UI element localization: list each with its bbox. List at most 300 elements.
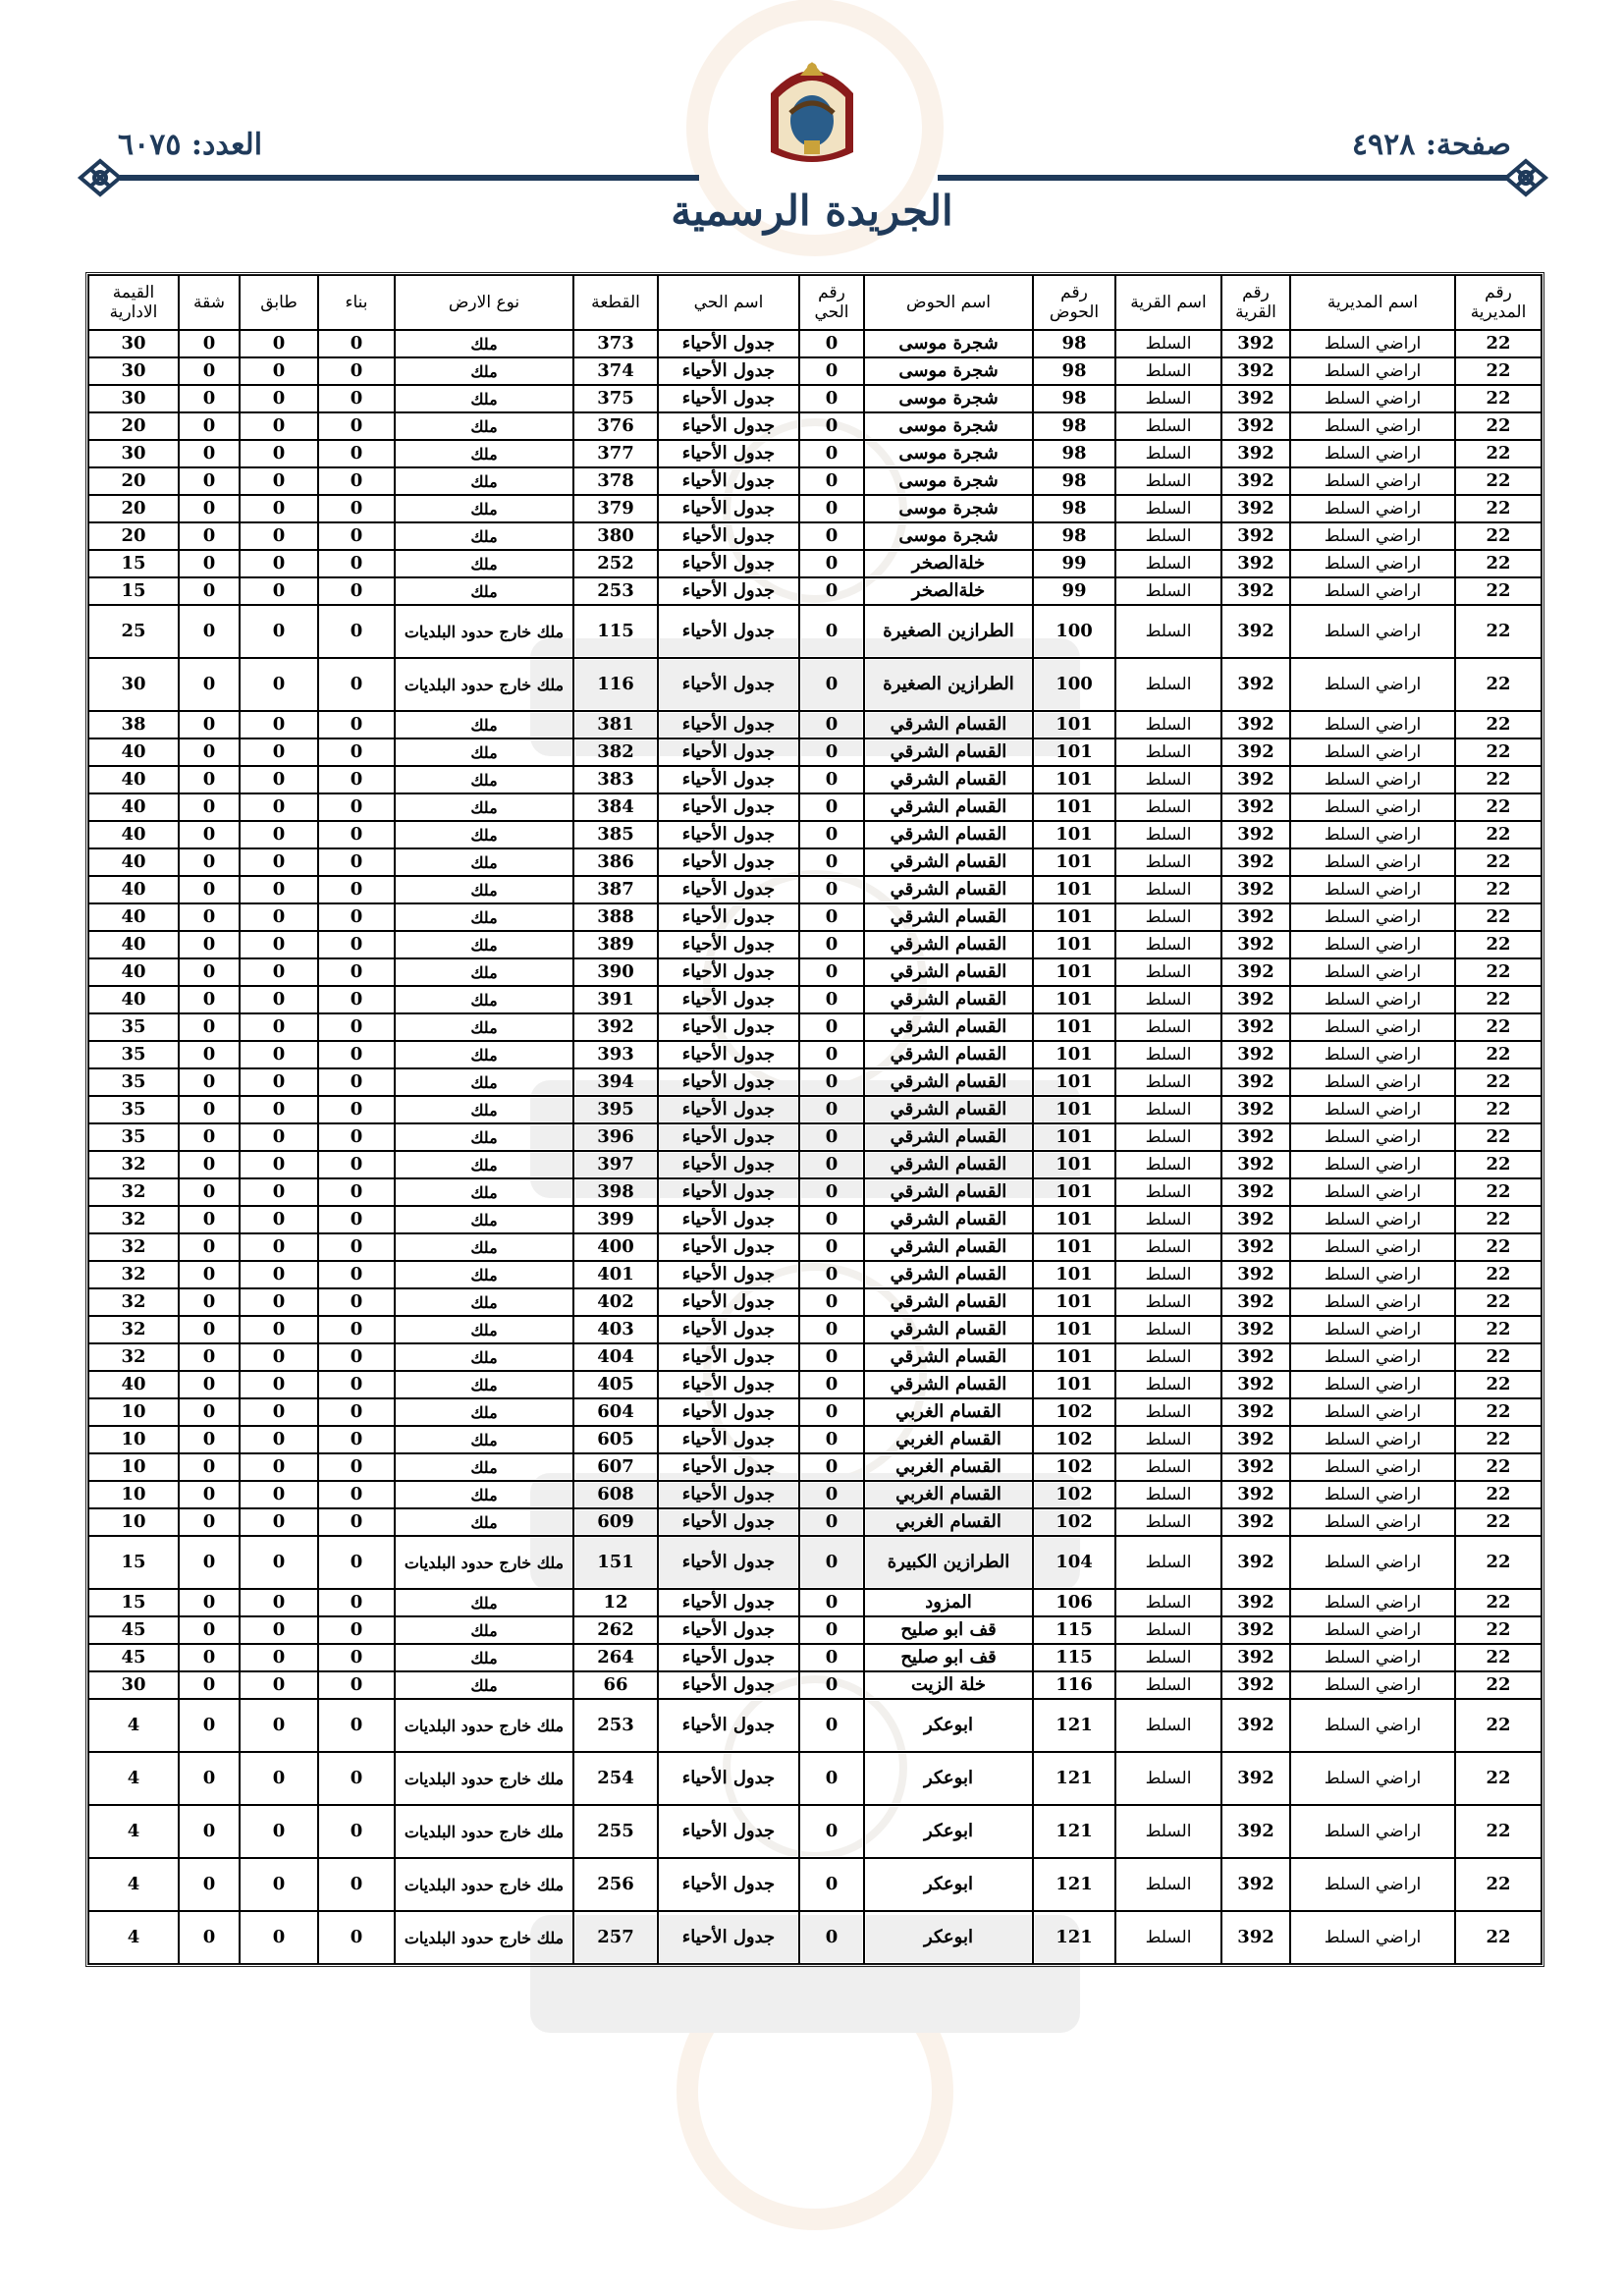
table-row [88, 1426, 1542, 1453]
table-cell: السلط [1115, 931, 1221, 958]
table-cell: 0 [240, 1536, 318, 1589]
table-cell: 0 [179, 738, 240, 766]
table-cell: اراضي السلط [1290, 1589, 1455, 1616]
table-cell: السلط [1115, 1371, 1221, 1398]
table-cell: 0 [799, 357, 864, 385]
table-cell: 0 [240, 821, 318, 848]
table-cell: جدول الأحياء [658, 1261, 799, 1288]
table-cell: 22 [1455, 577, 1542, 605]
table-cell: 0 [179, 1589, 240, 1616]
table-cell: 0 [240, 958, 318, 986]
table-cell: 0 [240, 1041, 318, 1068]
table-cell: 0 [799, 931, 864, 958]
table-cell: 392 [1221, 1316, 1290, 1343]
table-cell: اراضي السلط [1290, 1699, 1455, 1752]
table-row [88, 876, 1542, 903]
table-cell: 401 [573, 1261, 658, 1288]
table-cell: القسام الشرقي [864, 1316, 1033, 1343]
table-cell: ملك خارج حدود البلديات [395, 1752, 573, 1805]
table-row [88, 522, 1542, 550]
table-cell: جدول الأحياء [658, 1858, 799, 1911]
table-cell: 0 [179, 1013, 240, 1041]
table-cell: جدول الأحياء [658, 385, 799, 412]
table-cell: 392 [1221, 1013, 1290, 1041]
table-cell: 392 [1221, 931, 1290, 958]
table-cell: 22 [1455, 1096, 1542, 1123]
table-row [88, 821, 1542, 848]
table-body [88, 330, 1542, 1964]
table-cell: 0 [240, 738, 318, 766]
table-cell: 392 [1221, 1096, 1290, 1123]
table-cell: 0 [179, 931, 240, 958]
table-cell: 0 [799, 1316, 864, 1343]
table-cell: 22 [1455, 1261, 1542, 1288]
table-cell: 0 [318, 821, 395, 848]
table-cell: السلط [1115, 1013, 1221, 1041]
table-cell: 0 [179, 1805, 240, 1858]
table-cell: 0 [318, 1261, 395, 1288]
table-cell: 0 [240, 440, 318, 467]
table-cell: 0 [240, 385, 318, 412]
table-cell: 396 [573, 1123, 658, 1151]
table-cell: 392 [1221, 1178, 1290, 1206]
table-cell: ملك [395, 550, 573, 577]
table-cell: جدول الأحياء [658, 1671, 799, 1699]
table-cell: جدول الأحياء [658, 931, 799, 958]
table-cell: اراضي السلط [1290, 440, 1455, 467]
table-row [88, 1752, 1542, 1805]
table-cell: ملك [395, 1233, 573, 1261]
table-row [88, 385, 1542, 412]
table-cell: اراضي السلط [1290, 1288, 1455, 1316]
table-cell: 32 [88, 1261, 179, 1288]
table-cell: 608 [573, 1481, 658, 1508]
table-cell: 0 [179, 330, 240, 357]
table-cell: القسام الشرقي [864, 1178, 1033, 1206]
table-row [88, 440, 1542, 467]
table-cell: 392 [1221, 1671, 1290, 1699]
table-cell: 0 [240, 357, 318, 385]
table-cell: 22 [1455, 467, 1542, 495]
table-cell: 0 [318, 931, 395, 958]
table-cell: شجرة موسى [864, 440, 1033, 467]
table-cell: 0 [799, 766, 864, 793]
table-cell: 22 [1455, 1233, 1542, 1261]
table-cell: 0 [318, 1589, 395, 1616]
table-cell: 32 [88, 1151, 179, 1178]
table-cell: 0 [318, 330, 395, 357]
table-cell: 0 [240, 1233, 318, 1261]
table-cell: 0 [318, 1858, 395, 1911]
table-cell: اراضي السلط [1290, 1316, 1455, 1343]
table-cell: 22 [1455, 605, 1542, 658]
table-cell: السلط [1115, 1858, 1221, 1911]
table-cell: 392 [1221, 1426, 1290, 1453]
table-cell: 0 [179, 1426, 240, 1453]
table-cell: 0 [799, 1068, 864, 1096]
table-cell: 32 [88, 1316, 179, 1343]
table-cell: السلط [1115, 550, 1221, 577]
table-cell: جدول الأحياء [658, 1151, 799, 1178]
table-cell: السلط [1115, 1316, 1221, 1343]
table-cell: 0 [318, 467, 395, 495]
table-cell: 0 [318, 848, 395, 876]
table-cell: 0 [318, 958, 395, 986]
table-cell: ملك [395, 766, 573, 793]
table-cell: 254 [573, 1752, 658, 1805]
table-cell: 15 [88, 1589, 179, 1616]
table-cell: اراضي السلط [1290, 1858, 1455, 1911]
col-header: اسم الحوض [864, 275, 1033, 330]
table-cell: 0 [799, 1398, 864, 1426]
table-cell: 0 [799, 821, 864, 848]
table-cell: 22 [1455, 412, 1542, 440]
table-cell: 0 [240, 876, 318, 903]
table-cell: خلةالصخر [864, 550, 1033, 577]
table-cell: اراضي السلط [1290, 876, 1455, 903]
table-cell: 101 [1033, 958, 1115, 986]
table-cell: 22 [1455, 958, 1542, 986]
table-cell: السلط [1115, 793, 1221, 821]
col-header: نوع الارض [395, 275, 573, 330]
table-cell: 40 [88, 958, 179, 986]
table-cell: 392 [1221, 495, 1290, 522]
table-cell: 0 [240, 1671, 318, 1699]
table-cell: 35 [88, 1013, 179, 1041]
table-cell: خلةالصخر [864, 577, 1033, 605]
table-cell: 0 [179, 1481, 240, 1508]
table-cell: 0 [318, 1671, 395, 1699]
table-cell: 0 [318, 1644, 395, 1671]
table-cell: جدول الأحياء [658, 1288, 799, 1316]
table-cell: جدول الأحياء [658, 986, 799, 1013]
table-cell: السلط [1115, 1536, 1221, 1589]
table-cell: 392 [1221, 821, 1290, 848]
table-cell: خلة الزيت [864, 1671, 1033, 1699]
table-cell: 0 [179, 658, 240, 711]
table-row [88, 1398, 1542, 1426]
table-cell: 116 [1033, 1671, 1115, 1699]
table-cell: جدول الأحياء [658, 1371, 799, 1398]
table-cell: جدول الأحياء [658, 495, 799, 522]
col-header: القيمة الادارية [88, 275, 179, 330]
table-cell: ملك [395, 986, 573, 1013]
table-cell: السلط [1115, 821, 1221, 848]
table-cell: اراضي السلط [1290, 495, 1455, 522]
table-cell: السلط [1115, 1096, 1221, 1123]
table-cell: 102 [1033, 1398, 1115, 1426]
table-cell: 403 [573, 1316, 658, 1343]
table-cell: اراضي السلط [1290, 658, 1455, 711]
table-cell: السلط [1115, 522, 1221, 550]
table-cell: 0 [318, 1536, 395, 1589]
table-cell: 392 [1221, 1068, 1290, 1096]
table-cell: ملك [395, 1343, 573, 1371]
table-cell: ملك [395, 440, 573, 467]
table-cell: 101 [1033, 738, 1115, 766]
table-cell: 0 [179, 1453, 240, 1481]
table-cell: ملك [395, 577, 573, 605]
table-cell: 22 [1455, 1508, 1542, 1536]
table-cell: جدول الأحياء [658, 1805, 799, 1858]
table-cell: 0 [179, 1068, 240, 1096]
table-cell: 0 [799, 1858, 864, 1911]
table-cell: القسام الشرقي [864, 1233, 1033, 1261]
table-cell: 22 [1455, 903, 1542, 931]
table-cell: 392 [1221, 1233, 1290, 1261]
table-row [88, 1616, 1542, 1644]
table-cell: اراضي السلط [1290, 1752, 1455, 1805]
table-cell: 101 [1033, 1096, 1115, 1123]
table-cell: 0 [799, 1261, 864, 1288]
table-cell: 20 [88, 522, 179, 550]
table-cell: 102 [1033, 1453, 1115, 1481]
table-cell: 0 [318, 1206, 395, 1233]
table-cell: 98 [1033, 330, 1115, 357]
table-cell: 392 [1221, 1398, 1290, 1426]
table-cell: 0 [799, 495, 864, 522]
table-cell: 0 [799, 1206, 864, 1233]
table-cell: السلط [1115, 1123, 1221, 1151]
table-cell: 101 [1033, 1013, 1115, 1041]
table-cell: 22 [1455, 1151, 1542, 1178]
table-cell: 374 [573, 357, 658, 385]
table-cell: 22 [1455, 1123, 1542, 1151]
table-cell: السلط [1115, 1398, 1221, 1426]
table-cell: جدول الأحياء [658, 605, 799, 658]
table-cell: جدول الأحياء [658, 1699, 799, 1752]
table-cell: اراضي السلط [1290, 1206, 1455, 1233]
table-row [88, 495, 1542, 522]
table-cell: 392 [1221, 1699, 1290, 1752]
table-cell: 0 [318, 1398, 395, 1426]
table-row [88, 1261, 1542, 1288]
table-cell: 392 [1221, 1261, 1290, 1288]
table-cell: 15 [88, 1536, 179, 1589]
table-cell: جدول الأحياء [658, 1481, 799, 1508]
table-cell: اراضي السلط [1290, 1013, 1455, 1041]
table-cell: ملك [395, 385, 573, 412]
table-cell: السلط [1115, 1068, 1221, 1096]
table-cell: 0 [179, 876, 240, 903]
table-cell: 115 [573, 605, 658, 658]
table-row [88, 1589, 1542, 1616]
table-cell: 0 [318, 658, 395, 711]
table-cell: 392 [1221, 550, 1290, 577]
table-cell: السلط [1115, 1616, 1221, 1644]
table-cell: ملك [395, 821, 573, 848]
table-cell: 392 [1221, 577, 1290, 605]
table-cell: 22 [1455, 1288, 1542, 1316]
table-cell: 0 [799, 738, 864, 766]
table-cell: 0 [240, 793, 318, 821]
table-cell: اراضي السلط [1290, 330, 1455, 357]
table-cell: 0 [318, 1805, 395, 1858]
table-cell: 377 [573, 440, 658, 467]
table-cell: 32 [88, 1288, 179, 1316]
table-cell: 0 [179, 958, 240, 986]
table-cell: 101 [1033, 1068, 1115, 1096]
table-cell: القسام الشرقي [864, 793, 1033, 821]
table-cell: 0 [799, 577, 864, 605]
col-header: شقة [179, 275, 240, 330]
table-cell: 392 [1221, 1453, 1290, 1481]
table-cell: 0 [179, 1343, 240, 1371]
table-cell: 121 [1033, 1699, 1115, 1752]
table-cell: 121 [1033, 1752, 1115, 1805]
table-cell: 605 [573, 1426, 658, 1453]
table-cell: جدول الأحياء [658, 1752, 799, 1805]
table-cell: 392 [1221, 440, 1290, 467]
col-header: رقم الحوض [1033, 275, 1115, 330]
table-cell: اراضي السلط [1290, 1261, 1455, 1288]
table-cell: السلط [1115, 903, 1221, 931]
table-cell: 392 [1221, 467, 1290, 495]
table-row [88, 1206, 1542, 1233]
table-cell: 101 [1033, 876, 1115, 903]
table-cell: جدول الأحياء [658, 711, 799, 738]
table-cell: 0 [240, 1453, 318, 1481]
table-cell: ابوعكر [864, 1805, 1033, 1858]
table-row [88, 1233, 1542, 1261]
table-cell: 392 [1221, 903, 1290, 931]
table-cell: 0 [318, 440, 395, 467]
table-cell: 393 [573, 1041, 658, 1068]
table-cell: 22 [1455, 1699, 1542, 1752]
table-cell: 392 [1221, 357, 1290, 385]
table-cell: 0 [179, 1371, 240, 1398]
table-cell: 102 [1033, 1426, 1115, 1453]
table-cell: 12 [573, 1589, 658, 1616]
table-cell: 376 [573, 412, 658, 440]
table-cell: السلط [1115, 1699, 1221, 1752]
table-cell: ابوعكر [864, 1752, 1033, 1805]
table-cell: 0 [179, 821, 240, 848]
table-cell: القسام الشرقي [864, 1013, 1033, 1041]
table-cell: السلط [1115, 440, 1221, 467]
table-cell: 40 [88, 848, 179, 876]
table-cell: السلط [1115, 711, 1221, 738]
table-cell: 0 [799, 1096, 864, 1123]
table-cell: القسام الشرقي [864, 1123, 1033, 1151]
table-cell: 0 [318, 1343, 395, 1371]
table-cell: 22 [1455, 1644, 1542, 1671]
table-cell: 22 [1455, 1178, 1542, 1206]
table-cell: ملك [395, 711, 573, 738]
table-cell: القسام الشرقي [864, 1096, 1033, 1123]
table-cell: جدول الأحياء [658, 1178, 799, 1206]
table-cell: 0 [318, 412, 395, 440]
table-cell: جدول الأحياء [658, 1616, 799, 1644]
table-cell: 0 [179, 1508, 240, 1536]
table-cell: 0 [240, 1123, 318, 1151]
table-cell: 22 [1455, 1041, 1542, 1068]
table-cell: شجرة موسى [864, 522, 1033, 550]
table-cell: 0 [179, 1316, 240, 1343]
table-cell: القسام الشرقي [864, 958, 1033, 986]
table-cell: 0 [318, 1013, 395, 1041]
table-cell: 392 [1221, 711, 1290, 738]
table-cell: السلط [1115, 1288, 1221, 1316]
table-cell: 22 [1455, 1343, 1542, 1371]
table-cell: 0 [179, 1261, 240, 1288]
table-cell: 45 [88, 1616, 179, 1644]
table-cell: اراضي السلط [1290, 357, 1455, 385]
table-cell: 40 [88, 986, 179, 1013]
table-cell: 0 [240, 1508, 318, 1536]
table-row [88, 986, 1542, 1013]
table-cell: 0 [179, 440, 240, 467]
table-cell: جدول الأحياء [658, 577, 799, 605]
table-cell: 404 [573, 1343, 658, 1371]
table-cell: 101 [1033, 986, 1115, 1013]
table-cell: ملك [395, 931, 573, 958]
table-cell: 389 [573, 931, 658, 958]
table-cell: 22 [1455, 1589, 1542, 1616]
table-cell: 22 [1455, 876, 1542, 903]
table-cell: اراضي السلط [1290, 1233, 1455, 1261]
table-cell: 4 [88, 1752, 179, 1805]
table-cell: 0 [240, 1699, 318, 1752]
table-cell: 0 [799, 986, 864, 1013]
table-cell: اراضي السلط [1290, 1096, 1455, 1123]
table-cell: 0 [318, 550, 395, 577]
table-cell: السلط [1115, 1178, 1221, 1206]
table-cell: 100 [1033, 605, 1115, 658]
table-cell: 0 [799, 1911, 864, 1964]
table-cell: 379 [573, 495, 658, 522]
table-cell: 0 [179, 1911, 240, 1964]
table-cell: 4 [88, 1699, 179, 1752]
table-cell: 0 [179, 1151, 240, 1178]
table-cell: 383 [573, 766, 658, 793]
table-cell: السلط [1115, 1261, 1221, 1288]
table-cell: جدول الأحياء [658, 440, 799, 467]
table-cell: 0 [240, 931, 318, 958]
table-cell: 0 [240, 1398, 318, 1426]
table-cell: السلط [1115, 385, 1221, 412]
table-cell: 392 [1221, 1123, 1290, 1151]
table-cell: 0 [179, 550, 240, 577]
table-cell: ملك خارج حدود البلديات [395, 1699, 573, 1752]
table-cell: 264 [573, 1644, 658, 1671]
table-cell: السلط [1115, 1911, 1221, 1964]
table-cell: 101 [1033, 766, 1115, 793]
table-cell: 4 [88, 1805, 179, 1858]
table-cell: 392 [1221, 412, 1290, 440]
table-row [88, 793, 1542, 821]
table-cell: 22 [1455, 330, 1542, 357]
table-row [88, 1316, 1542, 1343]
table-row [88, 330, 1542, 357]
col-header: القطعة [573, 275, 658, 330]
table-cell: 385 [573, 821, 658, 848]
table-row [88, 1096, 1542, 1123]
table-cell: 392 [1221, 848, 1290, 876]
table-cell: 392 [1221, 1616, 1290, 1644]
col-header: رقم الحي [799, 275, 864, 330]
table-cell: 10 [88, 1481, 179, 1508]
table-cell: 15 [88, 577, 179, 605]
table-cell: 101 [1033, 1206, 1115, 1233]
table-cell: 98 [1033, 385, 1115, 412]
table-cell: 151 [573, 1536, 658, 1589]
table-cell: 10 [88, 1398, 179, 1426]
table-cell: 0 [799, 1752, 864, 1805]
page-number: صفحة: ٤٩٢٨ [1351, 128, 1511, 162]
table-cell: 392 [1221, 1752, 1290, 1805]
table-cell: 0 [799, 903, 864, 931]
